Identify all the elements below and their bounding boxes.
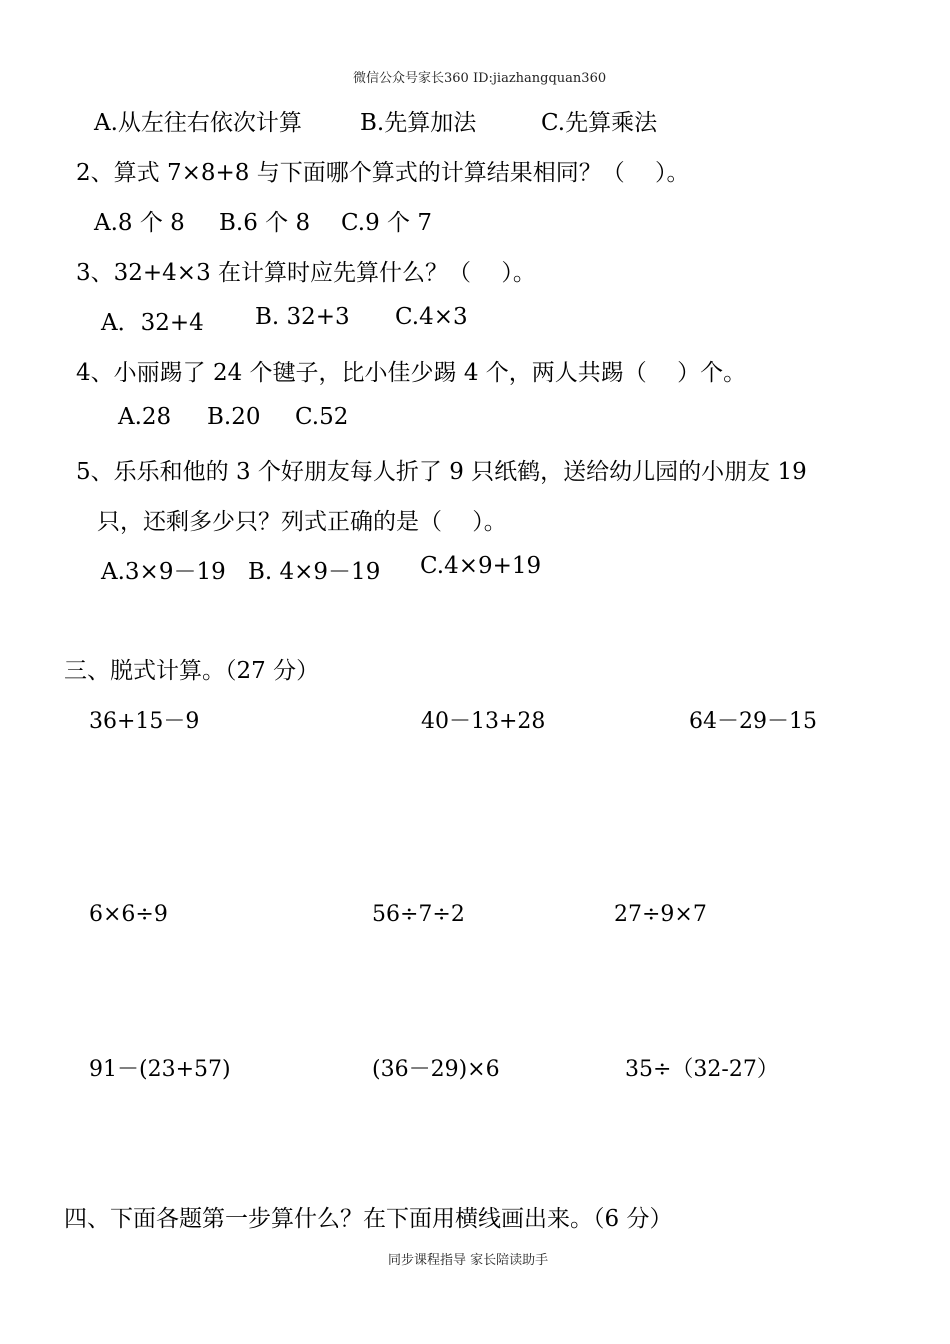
exercise-3-1: 91－(23+57) <box>89 1057 231 1082</box>
q5-text-line1: 5、乐乐和他的 3 个好朋友每人折了 9 只纸鹤，送给幼儿园的小朋友 19 <box>76 459 807 485</box>
section4-title: 四、下面各题第一步算什么？在下面用横线画出来。（6 分） <box>64 1206 673 1232</box>
q2-text: 2、算式 7×8+8 与下面哪个算式的计算结果相同？（ ）。 <box>76 160 690 186</box>
exercise-2-3: 27÷9×7 <box>614 902 707 927</box>
q5-option-b: B. 4×9－19 <box>248 559 381 585</box>
exercise-3-2: (36－29)×6 <box>372 1057 500 1082</box>
exercise-1-2: 40－13+28 <box>421 709 546 734</box>
q5-text-line2: 只，还剩多少只？列式正确的是（ ）。 <box>97 509 507 535</box>
page-footer: 同步课程指导 家长陪读助手 <box>388 1253 549 1268</box>
q1-option-a: A.从左往右依次计算 <box>94 110 302 136</box>
section3-title: 三、脱式计算。（27 分） <box>64 658 320 684</box>
q4-option-c: C.52 <box>295 404 349 430</box>
q5-option-c: C.4×9+19 <box>420 553 542 579</box>
q3-option-b: B. 32+3 <box>255 304 350 330</box>
q4-text: 4、小丽踢了 24 个毽子，比小佳少踢 4 个，两人共踢（ ）个。 <box>76 360 747 386</box>
q3-option-c: C.4×3 <box>395 304 468 330</box>
q1-option-c: C.先算乘法 <box>541 110 658 136</box>
q3-option-a: A．32+4 <box>101 310 204 336</box>
q2-option-a: A.8 个 8 <box>94 210 185 236</box>
exercise-1-1: 36+15－9 <box>89 709 200 734</box>
q2-option-b: B.6 个 8 <box>219 210 311 236</box>
exercise-2-1: 6×6÷9 <box>89 902 168 927</box>
q1-option-b: B.先算加法 <box>360 110 477 136</box>
page-header: 微信公众号家长360 ID:jiazhangquan360 <box>353 71 607 86</box>
q5-option-a: A.3×9－19 <box>101 559 226 585</box>
q4-option-b: B.20 <box>207 404 261 430</box>
exercise-1-3: 64－29－15 <box>689 709 817 734</box>
q4-option-a: A.28 <box>118 404 172 430</box>
exercise-2-2: 56÷7÷2 <box>372 902 465 927</box>
q3-text: 3、32+4×3 在计算时应先算什么？（ ）。 <box>76 260 536 286</box>
exercise-3-3: 35÷（32-27） <box>625 1057 779 1082</box>
q2-option-c: C.9 个 7 <box>341 210 432 236</box>
